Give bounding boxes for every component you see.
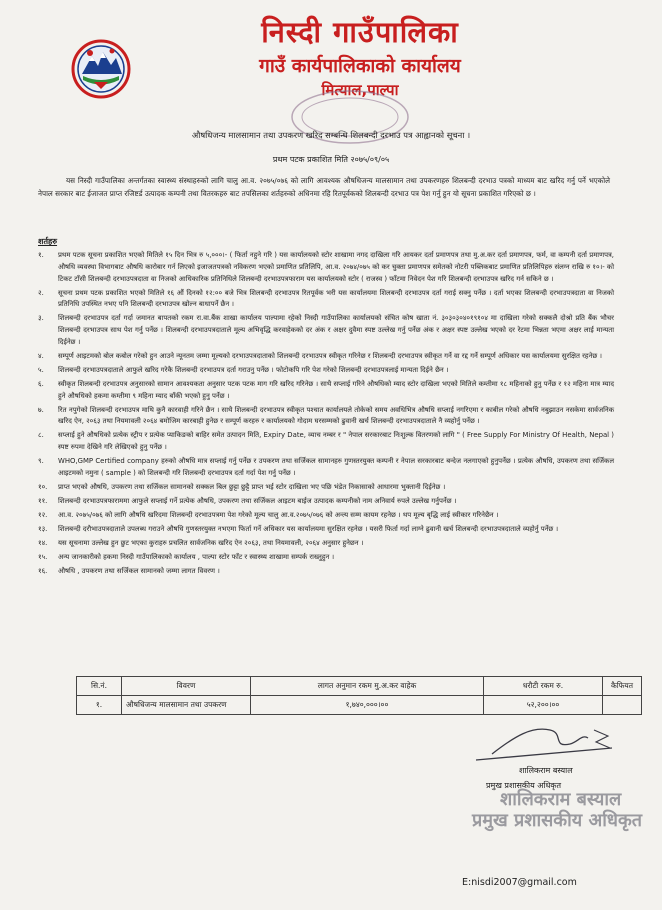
condition-number: ४. [38,351,44,360]
column-header: कैफियत [603,677,642,696]
condition-number: ९. [38,457,44,466]
condition-item [38,405,614,429]
condition-item [38,456,614,480]
condition-number: १२. [38,511,48,519]
condition-number: ८. [38,431,44,440]
condition-item [38,430,614,454]
condition-number: १०. [38,483,48,492]
contact-email: E:nisdi2007@gmail.com [462,877,577,888]
condition-number: १६. [38,566,48,575]
condition-text: सूचना प्रथम पटक प्रकाशित भएको मितिले १६ औं दिनको १२:०० बजे भित्र शिलबन्दी दरभाउपत्र रितपूर्वक भरी यस कार्यालयमा शिलबन्दी दरभाउपत्र दर्ता गराई सक्नु पर्नेछ । दर्ता भएका शिलबन्दी दरभाउपत्रदाता वा निजको प्रतिनिधि उपस्थित नभए पनि शिलबन्दी दरभाउपत्र खोल्न बाधापर्ने छैन । [58,288,614,309]
condition-text: यस सूचनामा उल्लेख हुन छुट भएका कुराहरु प्रचलित सार्वजनिक खरिद ऐन २०६३, तथा नियमावली, २०६४ अनुसार हुनेछन । [58,538,364,547]
condition-number: १५. [38,552,48,561]
column-header: विवरण [122,677,251,696]
table-header-row [77,677,642,696]
page-title: निस्दी गाउँपालिका [261,15,459,49]
condition-text: अन्य जानकारीको हकमा निस्दी गाउँपालिकाको कार्यालय , पाल्पा स्टोर फाँट र स्वास्थ्य शाखामा सम्पर्क राख्नुहुन । [58,552,335,561]
condition-number: ११. [38,497,48,506]
condition-item [38,288,614,312]
condition-text: सम्पूर्ण आइटमको बोल कबोल गरेको हुन आउने न्यूनतम जम्मा मूल्यको दरभाउपत्रदाताको शिलबन्दी दरभाउपत्र स्वीकृत गरिनेछ र शिलबन्दी दरभाउपत्र स्वीकृत गर्ने वा रद्द गर्ने सम्पूर्ण अधिकार यस कार्यालयमा सुरक्षित रहनेछ । [58,351,603,360]
condition-item [38,313,614,348]
condition-item [38,379,614,403]
conditions-list [38,250,614,580]
condition-text: शिलबन्दी दरभाउपत्रफाराममा आफुले सप्लाई गर्ने प्रत्येक औषधि, उपकरण तथा सर्जिकल आइटम बाईज उत्पादक कम्पनीको नाम अनिवार्य रुपले उल्लेख गर्नुपर्नेछ । [58,497,457,506]
cell-sn: १. [77,696,122,715]
column-header: सि.नं. [77,677,122,696]
condition-item [38,482,614,494]
title-stamp: प्रमुख प्रशासकीय अधिकृत [472,810,643,831]
cell-deposit: ५२,२००।०० [484,696,603,715]
office-name: गाउँ कार्यपालिकाको कार्यालय [259,55,461,77]
column-header: लागत अनुमान रकम मु.अ.कर वाहेक [251,677,484,696]
signatory-name: शालिकराम बस्याल [519,766,573,775]
condition-text: सप्लाई हुने औषधिको प्रत्येक स्ट्रीप र प्रत्येक प्याकिङको बाहिर समेत उत्पादन मिति, Expiry Date, व्याच नम्बर र " नेपाल सरकारबाट निःशुल्क वितरणको लागि " ( Free Supply For Ministry Of Health, Nepal ) स्पष्ट रुपमा देखिने गरि लेखिएको हुनु पर्नेछ । [58,431,614,452]
condition-text: शिलबन्दी दरौभाउपत्रदाताले उपलब्ध गराउने औषधि गुणस्तरयुक्त नभएमा फिर्ता गर्ने अधिकार यस कार्यालयमा सुरक्षित रहनेछ । यसरी फिर्ता गर्दा लाग्ने ढुवानी खर्च शिलबन्दी दरभाउपत्रदाताले व्यहोर्नु पर्नेछ । [58,524,559,533]
conditions-heading: शर्तहरु [38,237,58,246]
signatory-title: प्रमुख प्रशासकीय अधिकृत [486,781,562,790]
notice-subject: औषधिजन्य मालसामान तथा उपकरण खरिद सम्बन्धि शिलबन्दी दरभाउ पत्र आह्वानको सूचना । [191,130,471,140]
cost-estimate-table [76,676,642,715]
condition-number: १३. [38,524,48,533]
condition-text: प्राप्त भएको औषधि, उपकरण तथा सर्जिकल सामानको सक्कल बिल छुट्टा छुट्टै प्राप्त भई स्टोर दाखिला भए पछि भंडेत निकासाको आधारमा भुक्तानी दिईनेछ । [58,483,446,492]
table-row [77,696,642,715]
condition-item [38,566,614,578]
condition-text: शिलबन्दी दरभाउपत्र दर्ता गर्दा जमानत बापतको रकम रा.वा.बैंक शाखा कार्यालय पाल्पामा रहेको निस्दी गाउँपालिका कार्यालयको संचित कोष खाता नं. ३०३०३०४०१९१०४ मा दाखिला गरेको सक्कलै दोश्रो प्रति बैंक भौचर शिलबन्दी दरभाउपत्र साथ पेश गर्नु पर्नेछ । शिलबन्दी दरभाउपत्रदाताले मूल्य अभिवृद्धि करवाहेकको दर अंक र अक्षर दुवैमा स्पष्ट उल्लेख गर्नु पर्नेछ अंक र अक्षर स्पष्ट उल्लेख भएको दर रेटमा भिन्नता भएमा अक्षर लाई मान्यता दिईनेछ । [58,314,614,346]
condition-item [38,538,614,550]
condition-number: ७. [38,405,44,414]
signature-icon [470,718,620,768]
condition-number: ६. [38,379,44,388]
cell-description: औषधिजन्य मालसामान तथा उपकरण [122,696,251,715]
condition-item [38,351,614,363]
column-header: धरौटी रकम रु. [484,677,603,696]
condition-number: ५. [38,365,44,374]
office-location: मित्याल,पाल्पा [321,81,399,99]
condition-item [38,496,614,508]
condition-text: शिलबन्दी दरभाउपत्रदाताले आफुले खरिद गरेकै शिलबन्दी दरभाउपत्र दर्ता गराउनु पर्नेछ । फोटोकपि गरि पेश गरेको शिलबन्दी दरभाउपत्रलाई मान्यता दिईने छैन । [58,365,449,374]
condition-item [38,365,614,377]
condition-text: स्वीकृत शिलबन्दी दरभाउपत्र अनुसारको सामान आवश्यकता अनुसार पटक पटक माग गरि खरिद गरिनेछ । साथै सप्लाई गरिने औषधिको म्याद स्टोर दाखिला भएको मितिले कम्तीमा १८ महिनाको हुनु पर्नेछ र १२ महिना मात्र म्याद हुने औषधिको हकमा कम्तीमा ९ महिना म्याद बाँकी भएको हुनु पर्नेछ । [58,379,614,400]
condition-text: आ.व. २०७५/०७६ को लागि औषधि खरिदमा शिलबन्दी दरभाउपत्रमा पेश गरेको मूल्य चालु आ.व.२०७५/०७६ को अन्त्य सम्म कायम रहनेछ । थप मूल्य बृद्धि लाई स्वीकार गरिनेछैन । [58,511,499,519]
condition-text: प्रथम पटक सूचना प्रकाशित भएको मितिले १५ दिन भित्र रु ५,०००।- ( फिर्ता नहुने गरि ) यस कार्यालयको स्टोर शाखामा नगद दाखिला गरि आयकर दर्ता प्रमाणपत्र तथा मु.अ.कर दर्ता प्रमाणपत्र, फर्म, वा कम्पनी दर्ता प्रमाणपत्र, औषधि व्यवस्था विभागबाट औषधि कारोबार गर्न लिएको इजाजतपत्रको नविकरण भएको प्रमाणित प्रतिलिपि, आ.व. २०७४/०७५ को कर चुक्ता प्रमाणपत्र समेतको नोटरी पब्लिकबाट प्रमाणित प्रतिलिपिहरु संलग्न राखि रु १०।- को टिकट टाँसी शिलबन्दी दरभाउपत्रदाता वा निजको आधिकारिक प्रतिनिधिले शिलबन्दी दरभाउपत्रफाराम यस कार्यालयको स्टोर ( राजस्व ) फाँटमा निवेदन पेश गरि शिलबन्दी दरभाउपत्र खरिद गर्न सकिने छ । [58,251,614,283]
condition-number: १. [38,251,44,259]
condition-number: ३. [38,314,44,323]
name-stamp: शालिकराम बस्याल [500,789,622,810]
nepal-emblem-icon [70,38,132,100]
condition-text: WHO,GMP Certified company हरुको औषधि मात्र सप्लाई गर्नु पर्नेछ र उपकरण तथा सर्जिकल सामानहरु गुणस्तरयुक्त कम्पनी र नेपाल सरकारबाट बन्देज नलगाएको हुनुपर्नेछ । प्रत्येक औषधि, उपकरण तथा सर्जिकल आइटमको नमुना ( sample ) को शिलबन्दी गरि शिलबन्दी दरभाउपत्र दर्ता गर्दा पेश गर्नु पर्नेछ । [58,457,614,478]
condition-text: रित नपुगेको शिलबन्दी दरभाउपत्र माथि कुनै कारवाही गरिने छैन । साथै शिलबन्दी दरभाउपत्र स्वीकृत पश्चात कार्यालयले तोकेको समय अवधिभित्र औषधि सप्लाई नगरिएमा र काबील गरेको औषधि नबुझाउन नसकेमा सार्वजनिक खरिद ऐन, २०६३ तथा नियमावली २०६४ बमोजिम कारबाही हुनेछ र सम्पूर्ण करहरु र कार्यालयको गोदाम घरसम्मको ढुवानी खर्च शिलबन्दी दरभाउपत्रदाताले नै व्यहोर्नु पर्नेछ । [58,405,614,426]
intro-paragraph: यस निस्दी गाउँपालिका अन्तर्गतका स्वास्थ्य संस्थाहरुको लागि चालु आ.व. २०७५/०७६ को लागि आवश्यक औषधिजन्य मालसामान तथा उपकरणहरु शिलबन्दी दरभाउ पत्रको माध्यम बाट खरिद गर्नु पर्ने भएकोले नेपाल सरकार बाट ईजाजत प्राप्त रजिष्टर्ड उत्पादक कम्पनी तथा वितरकहरु बाट तपसिलका शर्तहरुको अधिनमा रहि रितपूर्वकको शिलबन्दी दरभाउ पत्र पेश गर्नु हुन यो सूचना प्रकाशित गरिएको छ । [38,176,610,199]
condition-item [38,250,614,285]
condition-number: २. [38,288,44,297]
condition-item [38,524,614,536]
condition-item [38,510,614,522]
cell-estimate: १,७४०,०००।०० [251,696,484,715]
cell-remarks [603,696,642,715]
condition-item [38,552,614,564]
condition-number: १४. [38,538,48,547]
publish-date: प्रथम पटक प्रकाशित मिति २०७५/०९/०५ [272,155,390,164]
condition-text: औषधि , उपकरण तथा सर्जिकल सामानको जम्मा लागत विवरण । [58,566,220,575]
